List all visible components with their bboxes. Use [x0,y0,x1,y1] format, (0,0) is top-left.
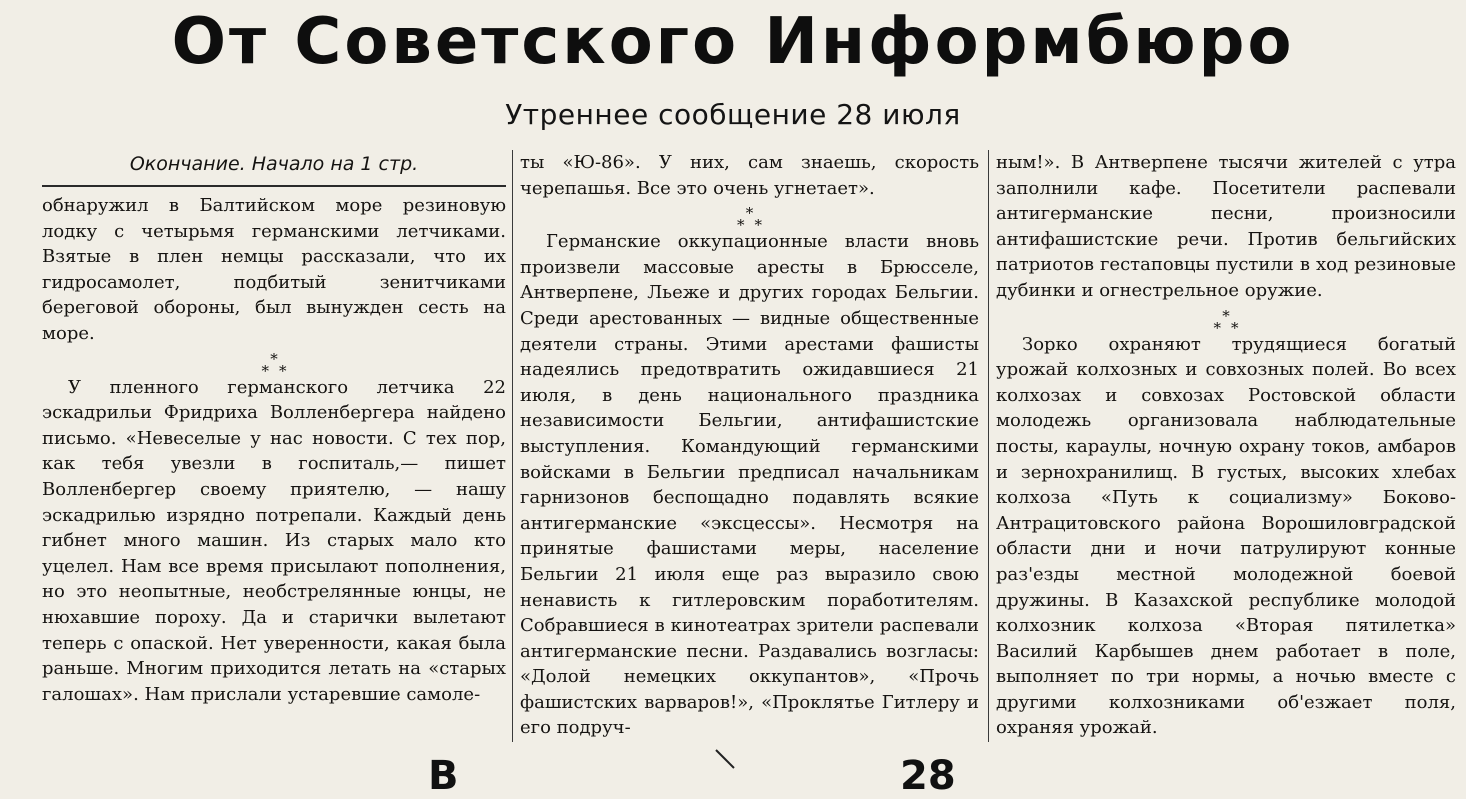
headline-fragment-left: В [428,753,459,799]
continuation-note: Окончание. Начало на 1 стр. [129,153,419,175]
asterism-separator: * * * [737,204,762,235]
report-subtitle: Утреннее сообщение 28 июля [505,98,961,131]
print-mark-icon [712,748,738,770]
asterism-separator: * * * [261,349,287,380]
paragraph: ты «Ю-86». У них, сам знаешь, скорость черепашья. Все это очень угнетает». [520,152,979,199]
headline-fragment-right: 28 [900,753,956,799]
paragraph: Германские оккупационные власти вновь произвели массовые аресты в Брюсселе, Антверпене, Льеже и других городах Бельгии. Среди арестованных — видные общественные деятели страны. Этими арестами фашисты надеялись предотвратить ожидавшиеся 21 июля, в день национального праздника независимости Бельгии, антифашистские выступления. Командующий германскими войсками в Бельгии предписал начальникам гарнизонов беспощадно подавлять всякие антигерманские «эксцессы». Несмотря на принятые фашистами меры, население Бельгии 21 июля еще раз выразило свою ненависть к гитлеровским поработителям. Собравшиеся в кинотеатрах зрители распевали антигерманские песни. Раздавались возгласы: «Долой немецких оккупантов», «Прочь фашистских варваров!», «Проклятье Гитлеру и его подруч- [520,231,979,739]
column-divider [988,150,989,742]
column-rule [42,185,506,187]
column-divider [512,150,513,742]
asterism-separator: * * * [1213,306,1239,337]
article-column-1 [42,150,506,707]
paragraph: Зорко охраняют трудящиеся богатый урожай колхозных и совхозных полей. Во всех колхозах и совхозах Ростовской области молодежь организовала наблюдательные посты, караулы, ночную охрану токов, амбаров и зернохранилищ. В густых, высоких хлебах колхоза «Путь к социализму» Боково-Антрацитовского района Ворошиловградской области дни и ночи патрулируют конные раз'езды местной молодежной боевой дружины. В Казахской республике молодой колхозник колхоза «Вторая пятилетка» Василий Карбышев днем работает в поле, выполняет по три нормы, а ночью вместе с другими колхозниками об'езжает поля, охраняя урожай. [996,333,1456,739]
paragraph: ным!». В Антверпене тысячи жителей с утра заполнили кафе. Посетители распевали антигерманские песни, произносили антифашистские речи. Против бельгийских патриотов гестаповцы пустили в ход резиновые дубинки и огнестрельное оружие. [996,152,1456,301]
paragraph: У пленного германского летчика 22 эскадрильи Фридриха Волленбергера найдено письмо. «Невеселые у нас новости. С тех пор, как тебя увезли в госпиталь,— пишет Волленбергер своему приятелю, — нашу эскадрилью изрядно потрепали. Каждый день гибнет много машин. Из старых мало кто уцелел. Нам все время присылают пополнения, но это неопытные, необстрелянные юнцы, не нюхавшие пороху. Да и старички вылетают теперь с опаской. Нет уверенности, какая была раньше. Многим приходится летать на «старых галошах». Нам прислали устаревшие самоле- [42,376,506,705]
article-column-2 [520,150,979,741]
newspaper-headline: От Советского Информбюро [171,5,1295,79]
paragraph: обнаружил в Балтийском море резиновую лодку с четырьмя германскими летчиками. Взятые в плен немцы рассказали, что их гидросамолет, подбитый зенитчиками береговой обороны, был вынужден сесть на море. [42,195,506,344]
article-column-3 [996,150,1456,741]
